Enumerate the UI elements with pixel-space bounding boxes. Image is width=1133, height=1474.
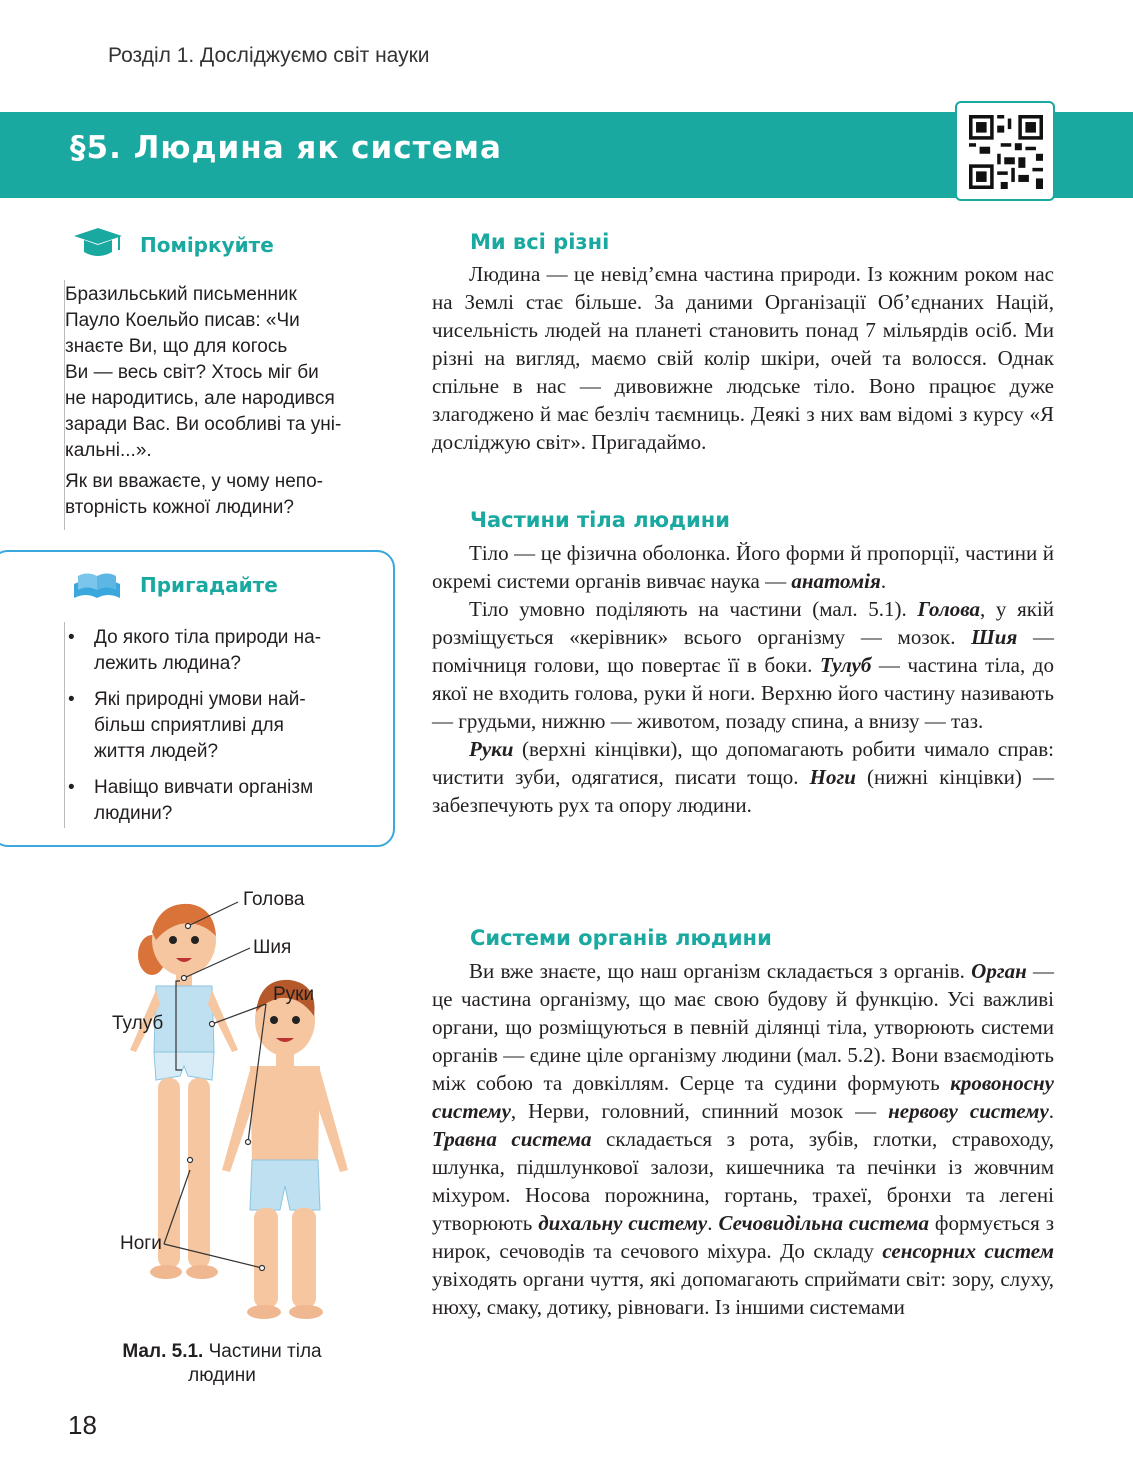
side-rule: [64, 622, 65, 828]
term: Шия: [971, 625, 1018, 649]
think-line: кальні...».: [65, 440, 152, 461]
think-paragraph-1: [65, 282, 341, 464]
term: нервову систему: [888, 1099, 1049, 1123]
page-title: §5. Людина як система: [70, 130, 502, 166]
label-legs: Ноги: [120, 1233, 162, 1254]
paragraph: Ви вже знаєте, що наш організм складається з органів. Орган — це частина організму, що має свою будову й функцію. Усі важливі органи, що розміщуються в певній ділянці тіла, утворюють системи органів — єдине ціле організму людини (мал. 5.2). Вони взаємодіють між собою та довкіллям. Серце та судини формують кровоносну систему, Нерви, головний, спинний мозок — нервову систему. Травна система складається з рота, зубів, глотки, стравоходу, шлунка, підшлункової залози, кишечника та печінки із жовчним міхуром. Носова порожнина, гортань, трахеї, бронхи та легені утворюють дихальну систему. Сечовидільна система формується з нирок, сечоводів та сечового міхура. До складу сенсорних систем увіходять органи чуття, які допомагають сприймати світ: зору, слуху, нюху, смаку, дотику, рівноваги. Із іншими системами: [432, 959, 1055, 1319]
figure-caption: [92, 1340, 352, 1388]
think-line: знаєте Ви, що для когось: [65, 336, 288, 357]
paragraph: Тіло — це фізична оболонка. Його форми й пропорції, частини й окремі системи органів вивчає наука — анатомія.: [432, 541, 1054, 593]
section-heading: Системи органів людини: [470, 926, 772, 950]
paragraph: Людина — це невід’ємна частина природи. Із кожним роком нас на Землі стає більше. За даними Організації Об’єднаних Націй, чисельність людей на планеті становить понад 7 мільярдів осіб. Ми різні на вигляд, маємо свій колір шкіри, очей та волосся. Однак спільне в нас — дивовижне людське тіло. Воно працює дуже злагоджено й має безліч таємниць. Деякі з них вам відомі з курсу «Я досліджую світ». Пригадаймо.: [432, 262, 1054, 454]
label-arms: Руки: [273, 984, 315, 1005]
qr-code-icon: [969, 115, 1043, 189]
section-1-text: [432, 260, 1054, 456]
term: Орган: [971, 959, 1027, 983]
think-line: Ви — весь світ? Хтось міг би: [65, 362, 319, 383]
paragraph: Руки (верхні кінцівки), що допомагають робити чимало справ: чистити зуби, одягатися, писати тощо. Ноги (нижні кінцівки) — забезпечують рух та опору людини.: [432, 737, 1055, 817]
body-parts-illustration: [100, 880, 360, 1330]
term: Руки: [469, 737, 514, 761]
remember-list: [66, 625, 366, 837]
qr-code[interactable]: [955, 101, 1055, 201]
list-line: • Навіщо вивчати організм: [94, 777, 314, 798]
term: Травна система: [432, 1127, 592, 1151]
section-3-text: [432, 957, 1054, 1321]
section-heading: Частини тіла людини: [470, 508, 730, 532]
section-heading: Ми всі різні: [470, 230, 610, 254]
side-rule: [64, 280, 65, 530]
think-line: Як ви вважаєте, у чому непо-: [65, 471, 323, 492]
think-line: не народитись, але народився: [65, 388, 335, 409]
list-line: більш сприятливі для: [94, 715, 284, 736]
paragraph: Тіло умовно поділяють на частини (мал. 5.1). Голова, у якій розміщується «керівник» всього організму — мозок. Шия — помічниця голови, що повертає її в боки. Тулуб — частина тіла, до якої не входить голова, руки й ноги. Верхню його частину називають — грудьми, нижню — животом, позаду спина, а внизу — таз.: [432, 597, 1055, 733]
label-head: Голова: [243, 889, 305, 910]
think-line: Бразильський письменник: [65, 284, 297, 305]
think-paragraph-2: [65, 469, 323, 521]
term: кровоносну систему: [432, 1071, 1054, 1123]
list-item: [66, 687, 366, 765]
graduation-cap-icon: [72, 226, 124, 262]
list-item: [66, 775, 366, 827]
list-line: життя людей?: [94, 741, 219, 762]
caption-text: Частини тіла: [203, 1341, 322, 1362]
boy-figure: [222, 980, 348, 1319]
label-neck: Шия: [253, 937, 292, 958]
think-line: вторність кожної людини?: [65, 497, 294, 518]
list-line: лежить людина?: [94, 653, 241, 674]
list-line: людини?: [94, 803, 173, 824]
page-number: 18: [68, 1410, 97, 1440]
list-line: • Які природні умови най-: [94, 689, 306, 710]
caption-label: Мал. 5.1.: [122, 1341, 204, 1362]
girl-figure: [130, 904, 238, 1279]
term: сенсорних систем: [882, 1239, 1054, 1263]
term: Тулуб: [819, 653, 872, 677]
term: Сечовидільна система: [718, 1211, 929, 1235]
list-line: • До якого тіла природи на-: [94, 627, 322, 648]
think-heading: Поміркуйте: [140, 233, 274, 257]
think-line: заради Вас. Ви особливі та уні-: [65, 414, 342, 435]
list-item: [66, 625, 366, 677]
caption-line-1: [92, 1340, 352, 1364]
label-torso: Тулуб: [112, 1013, 164, 1034]
section-2-text: [432, 539, 1054, 819]
term: Ноги: [809, 765, 856, 789]
think-line: Пауло Коельйо писав: «Чи: [65, 310, 300, 331]
caption-line-2: людини: [188, 1365, 256, 1386]
term: анатомія: [791, 569, 881, 593]
remember-heading: Пригадайте: [140, 573, 278, 597]
term: Голова: [917, 597, 980, 621]
books-icon: [72, 568, 122, 606]
running-head: Розділ 1. Досліджуємо світ науки: [108, 44, 430, 67]
term: дихальну систему: [538, 1211, 708, 1235]
